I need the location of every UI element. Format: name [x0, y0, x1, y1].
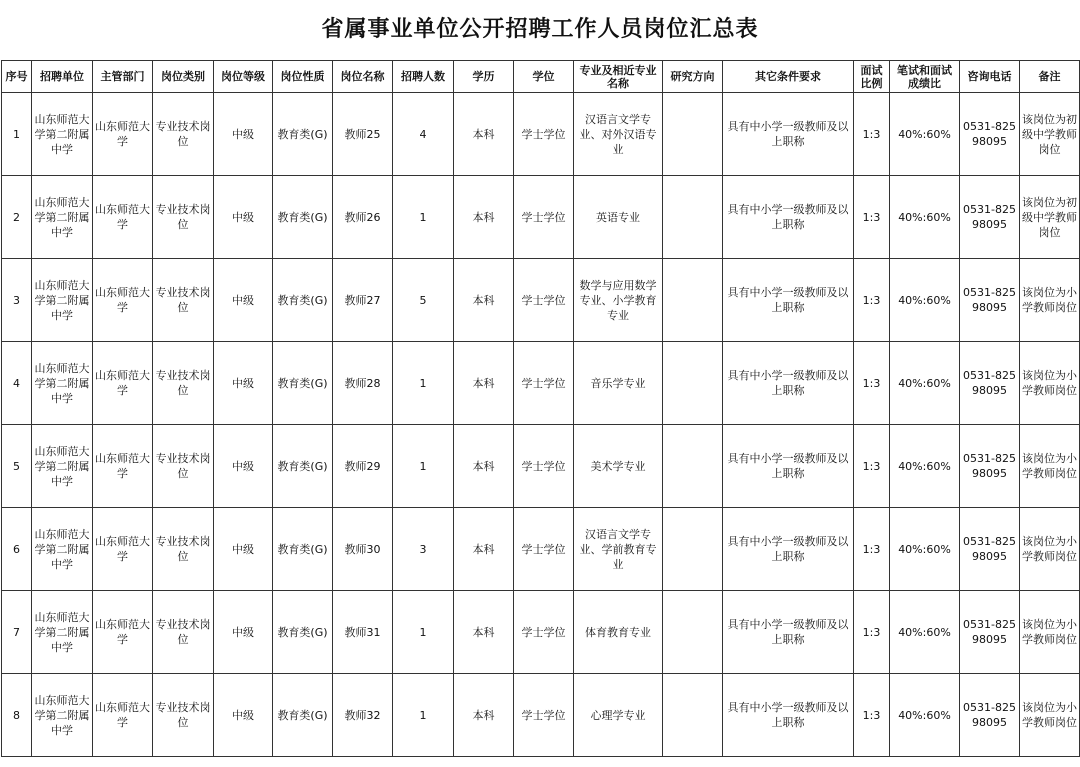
- cell-post-category: 专业技术岗位: [153, 176, 214, 259]
- cell-employer: 山东师范大学第二附属中学: [32, 674, 93, 757]
- cell-headcount: 1: [393, 674, 454, 757]
- cell-remarks: 该岗位为小学教师岗位: [1020, 259, 1080, 342]
- cell-remarks: 该岗位为初级中学教师岗位: [1020, 176, 1080, 259]
- cell-interview-ratio: 1:3: [854, 259, 890, 342]
- header-cell: 岗位性质: [273, 61, 333, 93]
- cell-index: 8: [2, 674, 32, 757]
- cell-index: 3: [2, 259, 32, 342]
- header-cell: 招聘人数: [393, 61, 454, 93]
- cell-research-direction: [663, 259, 723, 342]
- cell-other-requirements: 具有中小学一级教师及以上职称: [723, 591, 854, 674]
- cell-education: 本科: [454, 259, 514, 342]
- cell-post-level: 中级: [214, 93, 273, 176]
- cell-post-nature: 教育类(G): [273, 93, 333, 176]
- header-cell: 岗位类别: [153, 61, 214, 93]
- cell-education: 本科: [454, 508, 514, 591]
- cell-degree: 学士学位: [514, 93, 574, 176]
- cell-phone: 0531-82598095: [960, 425, 1020, 508]
- cell-post-level: 中级: [214, 425, 273, 508]
- cell-major: 体育教育专业: [574, 591, 663, 674]
- header-cell: 其它条件要求: [723, 61, 854, 93]
- cell-remarks: 该岗位为初级中学教师岗位: [1020, 93, 1080, 176]
- cell-score-ratio: 40%:60%: [890, 342, 960, 425]
- cell-degree: 学士学位: [514, 342, 574, 425]
- table-row: [2, 425, 1080, 508]
- cell-other-requirements: 具有中小学一级教师及以上职称: [723, 508, 854, 591]
- cell-score-ratio: 40%:60%: [890, 508, 960, 591]
- table-row: [2, 93, 1080, 176]
- cell-post-nature: 教育类(G): [273, 674, 333, 757]
- cell-major: 心理学专业: [574, 674, 663, 757]
- cell-post-nature: 教育类(G): [273, 259, 333, 342]
- cell-degree: 学士学位: [514, 674, 574, 757]
- table-row: [2, 342, 1080, 425]
- cell-research-direction: [663, 591, 723, 674]
- cell-interview-ratio: 1:3: [854, 508, 890, 591]
- cell-employer: 山东师范大学第二附属中学: [32, 425, 93, 508]
- cell-interview-ratio: 1:3: [854, 674, 890, 757]
- cell-degree: 学士学位: [514, 259, 574, 342]
- cell-headcount: 1: [393, 342, 454, 425]
- cell-employer: 山东师范大学第二附属中学: [32, 508, 93, 591]
- cell-remarks: 该岗位为小学教师岗位: [1020, 591, 1080, 674]
- header-cell: 研究方向: [663, 61, 723, 93]
- header-cell: 备注: [1020, 61, 1080, 93]
- cell-index: 6: [2, 508, 32, 591]
- cell-other-requirements: 具有中小学一级教师及以上职称: [723, 674, 854, 757]
- cell-department: 山东师范大学: [93, 591, 153, 674]
- cell-remarks: 该岗位为小学教师岗位: [1020, 342, 1080, 425]
- cell-post-name: 教师26: [333, 176, 393, 259]
- cell-phone: 0531-82598095: [960, 93, 1020, 176]
- cell-major: 音乐学专业: [574, 342, 663, 425]
- cell-education: 本科: [454, 176, 514, 259]
- table-row: [2, 674, 1080, 757]
- cell-post-level: 中级: [214, 176, 273, 259]
- cell-headcount: 4: [393, 93, 454, 176]
- cell-score-ratio: 40%:60%: [890, 591, 960, 674]
- cell-score-ratio: 40%:60%: [890, 425, 960, 508]
- cell-major: 美术学专业: [574, 425, 663, 508]
- cell-post-name: 教师30: [333, 508, 393, 591]
- cell-remarks: 该岗位为小学教师岗位: [1020, 508, 1080, 591]
- cell-research-direction: [663, 508, 723, 591]
- cell-remarks: 该岗位为小学教师岗位: [1020, 425, 1080, 508]
- cell-other-requirements: 具有中小学一级教师及以上职称: [723, 176, 854, 259]
- cell-post-level: 中级: [214, 674, 273, 757]
- cell-phone: 0531-82598095: [960, 674, 1020, 757]
- cell-post-nature: 教育类(G): [273, 591, 333, 674]
- cell-post-category: 专业技术岗位: [153, 591, 214, 674]
- cell-education: 本科: [454, 425, 514, 508]
- cell-other-requirements: 具有中小学一级教师及以上职称: [723, 259, 854, 342]
- cell-research-direction: [663, 93, 723, 176]
- cell-headcount: 1: [393, 425, 454, 508]
- header-row: [2, 61, 1080, 93]
- cell-employer: 山东师范大学第二附属中学: [32, 176, 93, 259]
- cell-education: 本科: [454, 591, 514, 674]
- recruitment-table: [1, 60, 1080, 757]
- cell-post-category: 专业技术岗位: [153, 508, 214, 591]
- cell-phone: 0531-82598095: [960, 259, 1020, 342]
- cell-index: 1: [2, 93, 32, 176]
- header-cell: 咨询电话: [960, 61, 1020, 93]
- cell-index: 7: [2, 591, 32, 674]
- header-cell: 面试比例: [854, 61, 890, 93]
- cell-department: 山东师范大学: [93, 176, 153, 259]
- cell-employer: 山东师范大学第二附属中学: [32, 259, 93, 342]
- cell-score-ratio: 40%:60%: [890, 259, 960, 342]
- cell-index: 2: [2, 176, 32, 259]
- cell-major: 汉语言文学专业、学前教育专业: [574, 508, 663, 591]
- cell-degree: 学士学位: [514, 591, 574, 674]
- cell-post-category: 专业技术岗位: [153, 342, 214, 425]
- cell-other-requirements: 具有中小学一级教师及以上职称: [723, 342, 854, 425]
- cell-phone: 0531-82598095: [960, 591, 1020, 674]
- cell-post-level: 中级: [214, 259, 273, 342]
- cell-degree: 学士学位: [514, 425, 574, 508]
- cell-other-requirements: 具有中小学一级教师及以上职称: [723, 425, 854, 508]
- cell-phone: 0531-82598095: [960, 508, 1020, 591]
- header-cell: 岗位名称: [333, 61, 393, 93]
- cell-headcount: 3: [393, 508, 454, 591]
- cell-department: 山东师范大学: [93, 342, 153, 425]
- cell-post-level: 中级: [214, 591, 273, 674]
- cell-remarks: 该岗位为小学教师岗位: [1020, 674, 1080, 757]
- cell-degree: 学士学位: [514, 508, 574, 591]
- cell-education: 本科: [454, 342, 514, 425]
- cell-major: 汉语言文学专业、对外汉语专业: [574, 93, 663, 176]
- cell-post-name: 教师25: [333, 93, 393, 176]
- header-cell: 招聘单位: [32, 61, 93, 93]
- cell-research-direction: [663, 425, 723, 508]
- cell-interview-ratio: 1:3: [854, 425, 890, 508]
- cell-department: 山东师范大学: [93, 508, 153, 591]
- header-cell: 序号: [2, 61, 32, 93]
- table-row: [2, 508, 1080, 591]
- table-row: [2, 591, 1080, 674]
- cell-employer: 山东师范大学第二附属中学: [32, 93, 93, 176]
- cell-education: 本科: [454, 674, 514, 757]
- cell-interview-ratio: 1:3: [854, 176, 890, 259]
- cell-score-ratio: 40%:60%: [890, 93, 960, 176]
- header-cell: 笔试和面试成绩比: [890, 61, 960, 93]
- cell-post-nature: 教育类(G): [273, 425, 333, 508]
- cell-department: 山东师范大学: [93, 259, 153, 342]
- cell-post-name: 教师31: [333, 591, 393, 674]
- cell-other-requirements: 具有中小学一级教师及以上职称: [723, 93, 854, 176]
- cell-index: 5: [2, 425, 32, 508]
- cell-employer: 山东师范大学第二附属中学: [32, 342, 93, 425]
- cell-headcount: 1: [393, 591, 454, 674]
- cell-department: 山东师范大学: [93, 425, 153, 508]
- cell-post-nature: 教育类(G): [273, 508, 333, 591]
- cell-department: 山东师范大学: [93, 674, 153, 757]
- cell-interview-ratio: 1:3: [854, 342, 890, 425]
- cell-index: 4: [2, 342, 32, 425]
- cell-major: 数学与应用数学专业、小学教育专业: [574, 259, 663, 342]
- cell-post-name: 教师29: [333, 425, 393, 508]
- cell-post-category: 专业技术岗位: [153, 425, 214, 508]
- cell-interview-ratio: 1:3: [854, 93, 890, 176]
- cell-post-name: 教师27: [333, 259, 393, 342]
- table-row: [2, 176, 1080, 259]
- cell-phone: 0531-82598095: [960, 342, 1020, 425]
- header-cell: 主管部门: [93, 61, 153, 93]
- cell-post-name: 教师32: [333, 674, 393, 757]
- cell-score-ratio: 40%:60%: [890, 176, 960, 259]
- cell-post-name: 教师28: [333, 342, 393, 425]
- cell-major: 英语专业: [574, 176, 663, 259]
- cell-post-category: 专业技术岗位: [153, 674, 214, 757]
- cell-interview-ratio: 1:3: [854, 591, 890, 674]
- cell-post-category: 专业技术岗位: [153, 93, 214, 176]
- cell-phone: 0531-82598095: [960, 176, 1020, 259]
- table-row: [2, 259, 1080, 342]
- page-title: 省属事业单位公开招聘工作人员岗位汇总表: [321, 17, 759, 42]
- header-cell: 岗位等级: [214, 61, 273, 93]
- header-cell: 学历: [454, 61, 514, 93]
- cell-post-nature: 教育类(G): [273, 176, 333, 259]
- cell-headcount: 1: [393, 176, 454, 259]
- cell-degree: 学士学位: [514, 176, 574, 259]
- cell-research-direction: [663, 342, 723, 425]
- cell-research-direction: [663, 176, 723, 259]
- header-cell: 专业及相近专业名称: [574, 61, 663, 93]
- cell-department: 山东师范大学: [93, 93, 153, 176]
- header-cell: 学位: [514, 61, 574, 93]
- cell-post-level: 中级: [214, 508, 273, 591]
- cell-education: 本科: [454, 93, 514, 176]
- cell-employer: 山东师范大学第二附属中学: [32, 591, 93, 674]
- cell-post-category: 专业技术岗位: [153, 259, 214, 342]
- cell-headcount: 5: [393, 259, 454, 342]
- cell-score-ratio: 40%:60%: [890, 674, 960, 757]
- cell-post-nature: 教育类(G): [273, 342, 333, 425]
- cell-post-level: 中级: [214, 342, 273, 425]
- cell-research-direction: [663, 674, 723, 757]
